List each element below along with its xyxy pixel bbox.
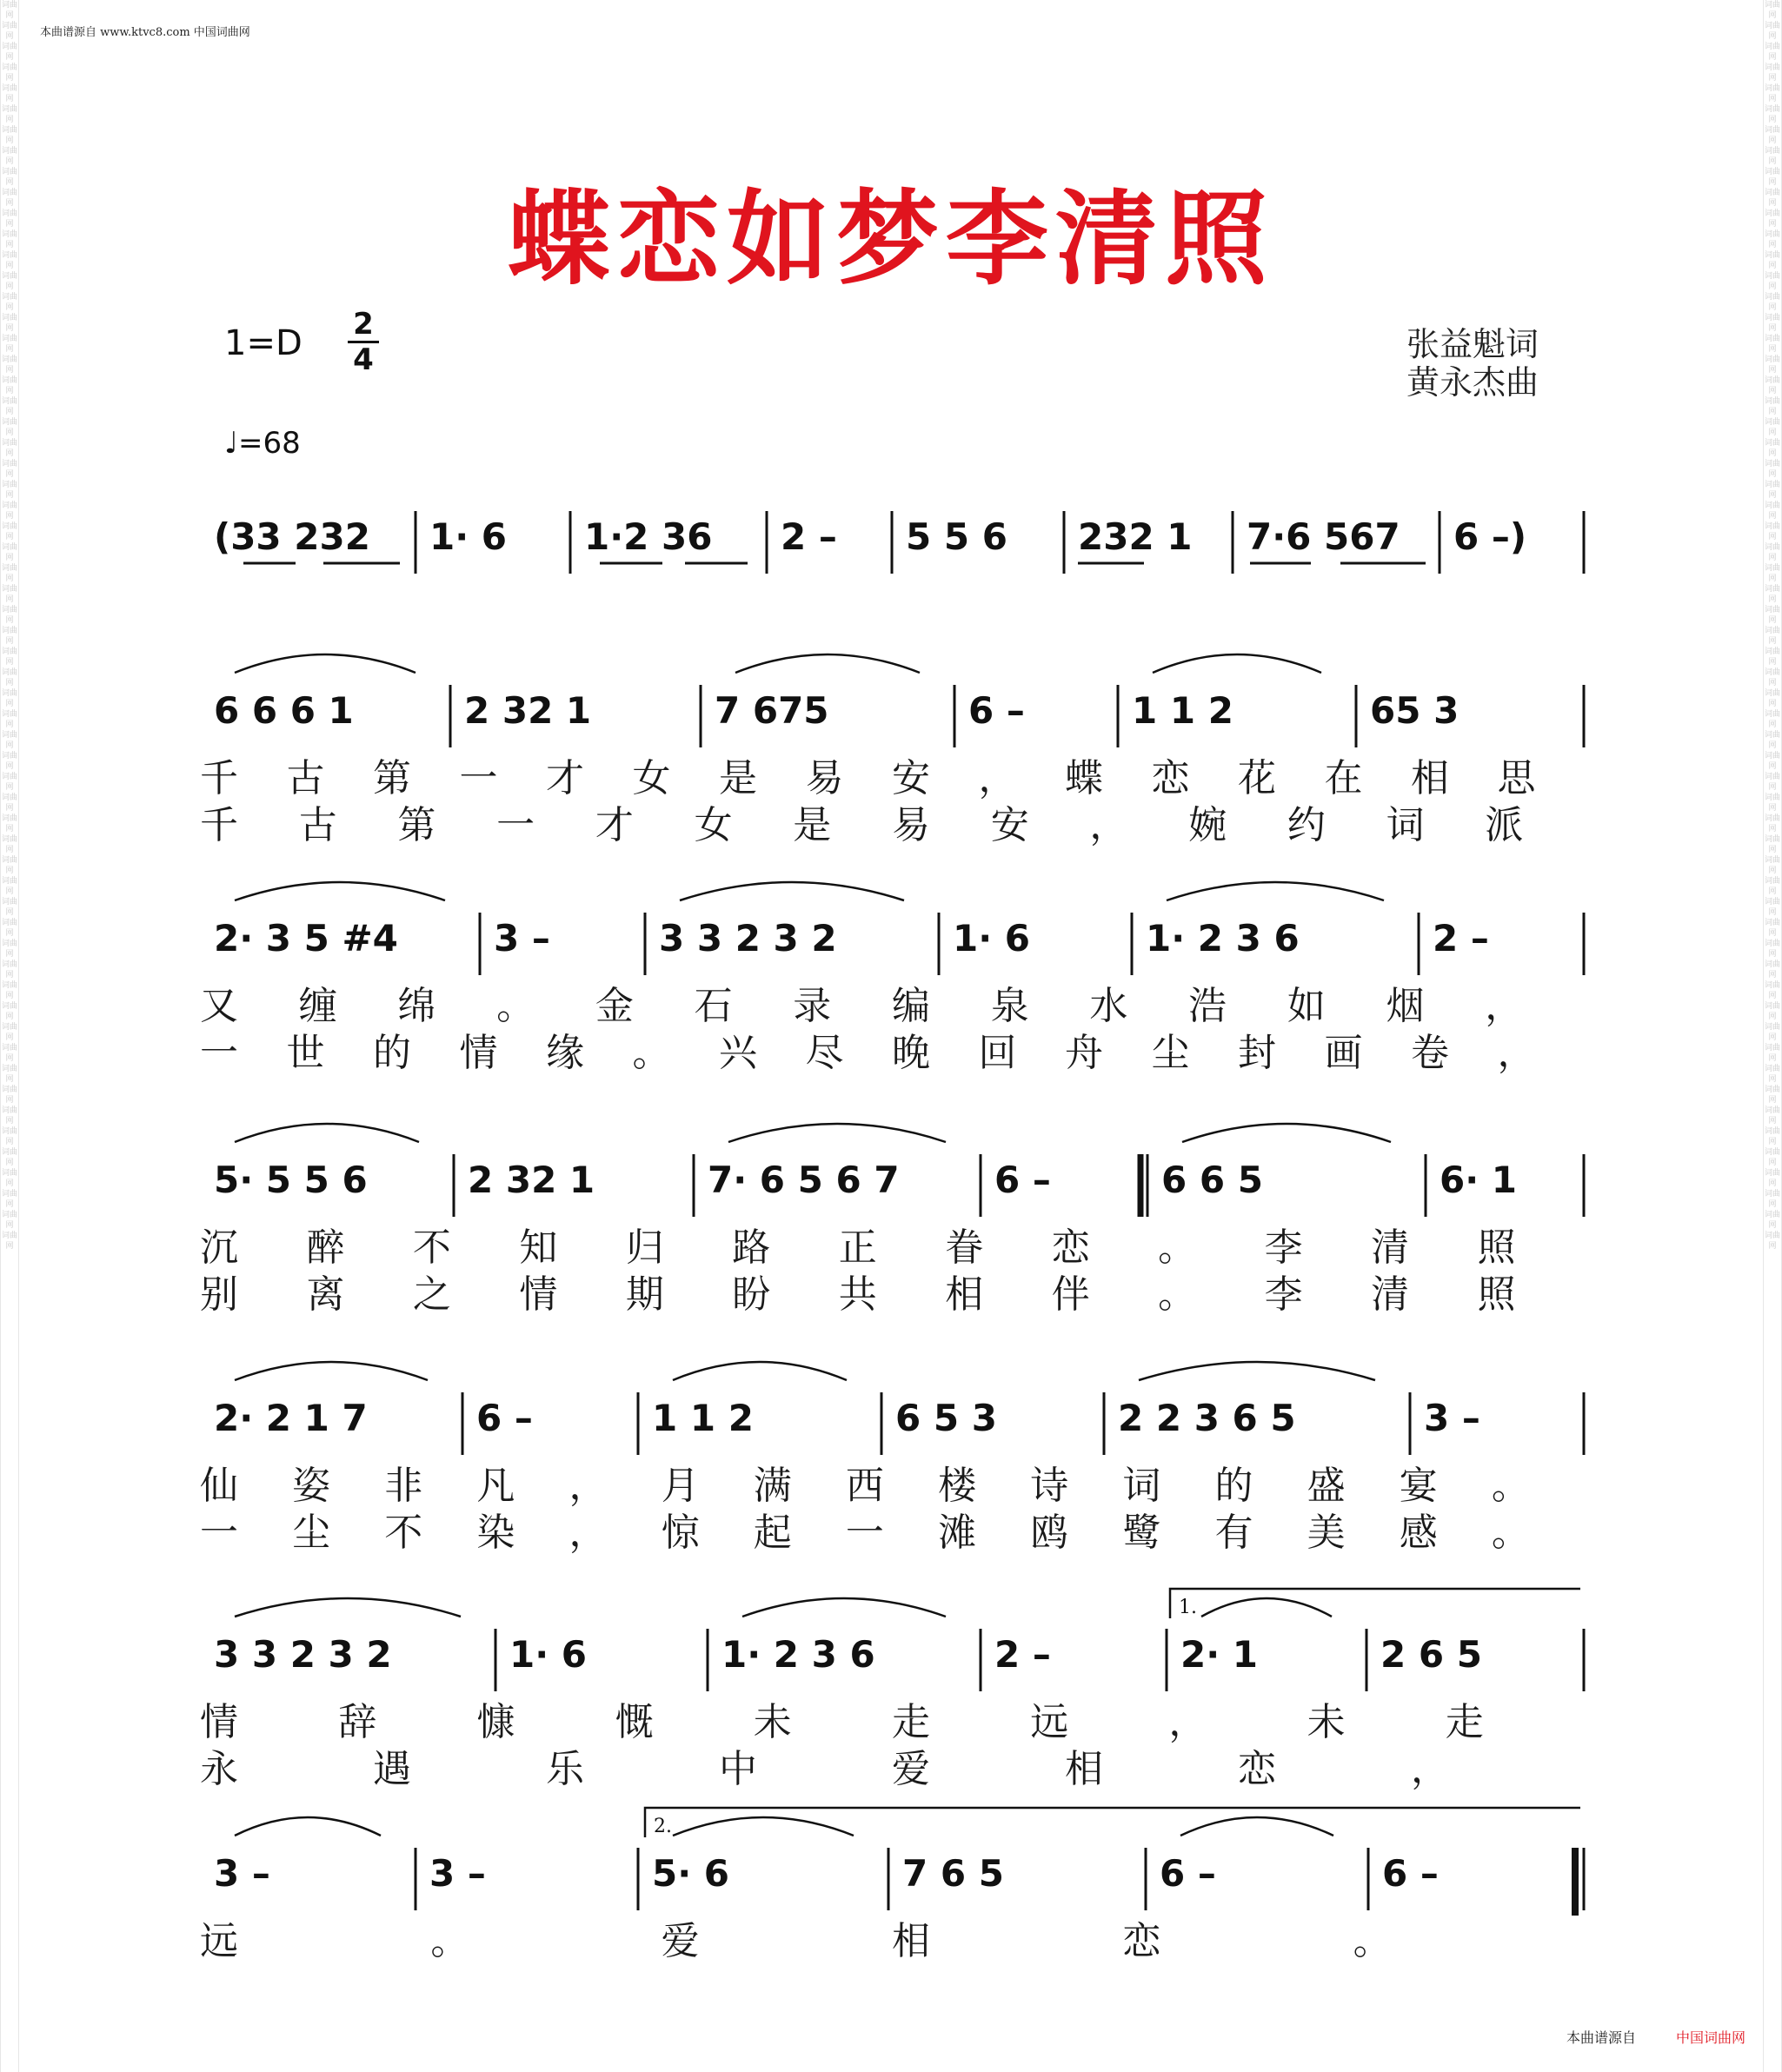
footer-source: 本曲谱源自 xyxy=(1566,2029,1637,2046)
line6-measure-4: 7 6 5 xyxy=(902,1852,1004,1895)
slur-mark xyxy=(235,882,445,900)
tempo-value: =68 xyxy=(238,426,301,461)
line1-lyric2-char: 才 xyxy=(595,803,634,847)
line2-measure-3: 3 3 2 3 2 xyxy=(659,917,837,960)
line4-lyric1-char: 词 xyxy=(1122,1464,1161,1508)
line4-lyric1-char: 仙 xyxy=(200,1464,238,1508)
line2-measure-1: 2· 3 5 #4 xyxy=(214,917,398,960)
line5-measure-6: 2 6 5 xyxy=(1380,1633,1482,1676)
intro-measure-1: (33 232 xyxy=(214,515,370,558)
line3-measure-6: 6· 1 xyxy=(1440,1159,1518,1201)
volta2-label: 2. xyxy=(654,1816,672,1837)
slur-mark xyxy=(235,1817,381,1836)
line3-lyric2-char: 别 xyxy=(200,1272,238,1317)
line5-lyric2-char: 遇 xyxy=(373,1747,411,1791)
line4-measure-1: 2· 2 1 7 xyxy=(214,1397,368,1439)
line1-lyric1-char: 在 xyxy=(1324,756,1363,800)
line4-lyric1-char: 楼 xyxy=(938,1464,977,1508)
line2-lyric2-char: 回 xyxy=(978,1031,1017,1075)
line2-lyric2-char: ， xyxy=(1497,1031,1536,1075)
slur-mark xyxy=(1153,654,1321,673)
line2-lyric1-char: 。 xyxy=(496,984,535,1028)
line2-lyric2-char: 的 xyxy=(373,1031,411,1075)
line1-measure-4: 6 – xyxy=(968,689,1025,732)
line4-lyric2-char: 有 xyxy=(1214,1511,1253,1555)
line3-lyric2-char: 相 xyxy=(945,1272,984,1317)
slur-mark xyxy=(735,654,920,673)
line3-measure-1: 5· 5 5 6 xyxy=(214,1159,368,1201)
line3-lyric2-char: 清 xyxy=(1371,1272,1410,1317)
composer: 黄永杰曲 xyxy=(1406,363,1539,402)
line3-lyric1-char: 正 xyxy=(838,1225,877,1270)
line3-lyric2-char: 。 xyxy=(1158,1272,1197,1317)
line2-lyric2-char: 。 xyxy=(632,1031,671,1075)
line3-lyric2-char: 期 xyxy=(625,1272,664,1317)
line5-lyric1-char: 走 xyxy=(1445,1700,1484,1744)
line2-lyric1-char: 绵 xyxy=(397,984,436,1028)
line3-lyric2-char: 盼 xyxy=(732,1272,771,1317)
line2-lyric2-char: 情 xyxy=(459,1031,498,1075)
line1-measure-6: 65 3 xyxy=(1370,689,1460,732)
line4-lyric1-char: 非 xyxy=(384,1464,423,1508)
line1-lyric1-char: 蝶 xyxy=(1065,756,1103,800)
slur-mark xyxy=(673,1817,854,1836)
intro-measure-7: 7·6 567 xyxy=(1247,515,1400,558)
line3-lyric1-char: 清 xyxy=(1371,1225,1410,1270)
line2-lyric1-char: 录 xyxy=(793,984,832,1028)
line4-lyric2-char: 鹭 xyxy=(1122,1511,1161,1555)
line3-lyric2-char: 共 xyxy=(838,1272,877,1317)
line3-lyric1-char: 醉 xyxy=(306,1225,345,1270)
line2-lyric1-char: 缠 xyxy=(298,984,337,1028)
line4-measure-3: 1 1 2 xyxy=(652,1397,754,1439)
line3-measure-4: 6 – xyxy=(994,1159,1051,1201)
line4-lyric2-char: 感 xyxy=(1399,1511,1438,1555)
line4-lyric1-char: 满 xyxy=(753,1464,792,1508)
line2-lyric2-char: 晚 xyxy=(892,1031,930,1075)
line1-lyric1-char: 古 xyxy=(286,756,325,800)
line6-lyric1-char: 远 xyxy=(200,1919,238,1963)
line1-lyric1-char: 一 xyxy=(459,756,498,800)
line1-lyric1-char: 花 xyxy=(1238,756,1276,800)
line6-measure-3: 5· 6 xyxy=(652,1852,730,1895)
line3-lyric1-char: 沉 xyxy=(200,1225,238,1270)
intro-measure-2: 1· 6 xyxy=(429,515,508,558)
line3-lyric1-char: 照 xyxy=(1477,1225,1516,1270)
line1-lyric1-char: 相 xyxy=(1411,756,1449,800)
intro-measure-3: 1·2 36 xyxy=(584,515,713,558)
line4-lyric2-char: 鸥 xyxy=(1030,1511,1069,1555)
line2-lyric2-char: 尘 xyxy=(1151,1031,1190,1075)
quarter-note-icon: ♩ xyxy=(224,426,239,461)
line2-lyric1-char: 如 xyxy=(1287,984,1326,1028)
line4-lyric2-char: 染 xyxy=(476,1511,515,1555)
volta1-label: 1. xyxy=(1179,1597,1197,1618)
line5-measure-5: 2· 1 xyxy=(1180,1633,1259,1676)
line5-lyric1-char: ， xyxy=(1168,1700,1207,1744)
line1-lyric1-char: 是 xyxy=(719,756,757,800)
line5-lyric1-char: 慨 xyxy=(615,1700,654,1744)
slur-mark xyxy=(742,1598,946,1617)
line1-lyric2-char: 婉 xyxy=(1188,803,1227,847)
line4-measure-4: 6 5 3 xyxy=(895,1397,997,1439)
line3-lyric1-char: 路 xyxy=(732,1225,771,1270)
line4-lyric1-char: 月 xyxy=(661,1464,700,1508)
line4-lyric2-char: 一 xyxy=(845,1511,884,1555)
line1-lyric2-char: 安 xyxy=(990,803,1029,847)
slur-mark xyxy=(1180,1817,1333,1836)
line6-lyric1-char: 。 xyxy=(1353,1919,1392,1963)
line4-lyric1-char: 的 xyxy=(1214,1464,1253,1508)
line3-lyric2-char: 离 xyxy=(306,1272,345,1317)
line1-lyric2-char: 古 xyxy=(298,803,337,847)
line3-lyric1-char: 恋 xyxy=(1051,1225,1090,1270)
line2-measure-5: 1· 2 3 6 xyxy=(1146,917,1300,960)
line5-lyric1-char: 辞 xyxy=(338,1700,377,1744)
line6-lyric1-char: 爱 xyxy=(661,1919,700,1963)
line3-lyric2-char: 之 xyxy=(412,1272,451,1317)
line1-measure-2: 2 32 1 xyxy=(464,689,592,732)
intro-measure-5: 5 5 6 xyxy=(906,515,1007,558)
line2-lyric2-char: 世 xyxy=(286,1031,325,1075)
line2-lyric1-char: 金 xyxy=(595,984,634,1028)
line2-lyric2-char: 一 xyxy=(200,1031,238,1075)
slur-mark xyxy=(235,654,416,673)
line4-lyric2-char: 滩 xyxy=(938,1511,977,1555)
intro-measure-8: 6 –) xyxy=(1453,515,1527,558)
slur-mark xyxy=(673,1362,847,1380)
line5-lyric2-char: 爱 xyxy=(892,1747,930,1791)
line4-lyric1-char: ， xyxy=(569,1464,608,1508)
slur-mark xyxy=(1167,882,1384,900)
line2-lyric1-char: 泉 xyxy=(990,984,1029,1028)
line3-lyric1-char: 归 xyxy=(625,1225,664,1270)
line4-lyric2-char: ， xyxy=(569,1511,608,1555)
line6-measure-1: 3 – xyxy=(214,1852,270,1895)
line6-lyric1-char: 相 xyxy=(892,1919,930,1963)
intro-measure-6: 232 1 xyxy=(1078,515,1193,558)
right-watermark-strip: 词曲网 词曲网 词曲网 词曲网 词曲网 词曲网 词曲网 词曲网 词曲网 词曲网 词曲网 词曲网 词曲网 词曲网 词曲网 词曲网 词曲网 词曲网 词曲网 词曲网 词曲网 词曲网 词曲网 词曲网 词曲网 词曲网 词曲网 词曲网 词曲网 词曲网 词曲网 词曲网 词曲网 词曲网 词曲网 词曲网 词曲网 词曲网 词曲网 词曲网 词曲网 词曲网 词曲网 词曲网 词曲网 词曲网 词曲网 词曲网 词曲网 词曲网 词曲网 词曲网 词曲网 词曲网 词曲网 词曲网 词曲网 词曲网 词曲网 词曲网 xyxy=(1763,0,1782,2072)
line3-lyric2-char: 伴 xyxy=(1051,1272,1090,1317)
line5-lyric2-char: 相 xyxy=(1065,1747,1103,1791)
line4-lyric2-char: 惊 xyxy=(661,1511,700,1555)
line1-measure-5: 1 1 2 xyxy=(1132,689,1233,732)
line4-lyric2-char: 。 xyxy=(1491,1511,1530,1555)
source-note: 本曲谱源自 www.ktvc8.com 中国词曲网 xyxy=(40,26,250,39)
line1-measure-3: 7 675 xyxy=(715,689,829,732)
slur-mark xyxy=(235,1362,428,1380)
page-title: 蝶恋如梦李清照 xyxy=(507,178,1274,299)
line2-lyric1-char: 编 xyxy=(892,984,930,1028)
line5-lyric1-char: 未 xyxy=(753,1700,792,1744)
line2-lyric2-char: 缘 xyxy=(546,1031,584,1075)
line6-lyric1-char: 恋 xyxy=(1122,1919,1161,1963)
line1-lyric1-char: 安 xyxy=(892,756,930,800)
line4-measure-2: 6 – xyxy=(476,1397,533,1439)
line2-measure-6: 2 – xyxy=(1433,917,1489,960)
footer-site-link[interactable]: 中国词曲网 xyxy=(1676,2029,1746,2046)
intro-measure-4: 2 – xyxy=(781,515,837,558)
line4-lyric1-char: 宴 xyxy=(1399,1464,1438,1508)
line6-measure-6: 6 – xyxy=(1382,1852,1439,1895)
line5-lyric2-char: 中 xyxy=(719,1747,757,1791)
line1-lyric1-char: 才 xyxy=(546,756,584,800)
line4-lyric2-char: 一 xyxy=(200,1511,238,1555)
line3-measure-2: 2 32 1 xyxy=(468,1159,595,1201)
line2-lyric2-char: 兴 xyxy=(719,1031,757,1075)
line1-lyric2-char: 派 xyxy=(1485,803,1524,847)
line1-lyric1-char: 易 xyxy=(805,756,844,800)
line1-lyric2-char: 第 xyxy=(397,803,436,847)
line5-lyric2-char: 乐 xyxy=(546,1747,584,1791)
line4-lyric1-char: 西 xyxy=(845,1464,884,1508)
line3-measure-5: 6 6 5 xyxy=(1161,1159,1263,1201)
line5-measure-2: 1· 6 xyxy=(509,1633,588,1676)
line5-measure-4: 2 – xyxy=(994,1633,1051,1676)
line2-measure-2: 3 – xyxy=(494,917,550,960)
line3-lyric1-char: 。 xyxy=(1158,1225,1197,1270)
line4-lyric1-char: 诗 xyxy=(1030,1464,1069,1508)
line1-lyric2-char: 是 xyxy=(793,803,832,847)
line4-lyric2-char: 美 xyxy=(1307,1511,1346,1555)
line5-lyric1-char: 情 xyxy=(200,1700,238,1744)
line2-measure-4: 1· 6 xyxy=(953,917,1031,960)
line4-lyric1-char: 姿 xyxy=(292,1464,331,1508)
line1-lyric2-char: 千 xyxy=(200,803,238,847)
line1-lyric2-char: ， xyxy=(1089,803,1128,847)
line2-lyric1-char: 浩 xyxy=(1188,984,1227,1028)
line5-measure-1: 3 3 2 3 2 xyxy=(214,1633,392,1676)
line3-lyric1-char: 李 xyxy=(1264,1225,1303,1270)
slur-mark xyxy=(680,882,904,900)
line2-lyric2-char: 卷 xyxy=(1411,1031,1449,1075)
slur-mark xyxy=(1139,1362,1375,1380)
line3-lyric2-char: 情 xyxy=(519,1272,558,1317)
line1-lyric1-char: ， xyxy=(978,756,1017,800)
line2-lyric1-char: 石 xyxy=(694,984,733,1028)
line3-lyric2-char: 照 xyxy=(1477,1272,1516,1317)
line1-measure-1: 6 6 6 1 xyxy=(214,689,354,732)
line5-lyric2-char: 恋 xyxy=(1238,1747,1276,1791)
line2-lyric2-char: 尽 xyxy=(805,1031,844,1075)
line1-lyric2-char: 词 xyxy=(1386,803,1425,847)
line3-lyric1-char: 不 xyxy=(412,1225,451,1270)
slur-mark xyxy=(1201,1598,1332,1617)
line1-lyric1-char: 女 xyxy=(632,756,671,800)
slur-mark xyxy=(728,1124,946,1142)
line2-lyric2-char: 封 xyxy=(1238,1031,1276,1075)
lyricist: 张益魁词 xyxy=(1406,325,1539,363)
line6-lyric1-char: 。 xyxy=(430,1919,469,1963)
line5-lyric2-char: ， xyxy=(1411,1747,1449,1791)
left-watermark-strip: 词曲网 词曲网 词曲网 词曲网 词曲网 词曲网 词曲网 词曲网 词曲网 词曲网 词曲网 词曲网 词曲网 词曲网 词曲网 词曲网 词曲网 词曲网 词曲网 词曲网 词曲网 词曲网 词曲网 词曲网 词曲网 词曲网 词曲网 词曲网 词曲网 词曲网 词曲网 词曲网 词曲网 词曲网 词曲网 词曲网 词曲网 词曲网 词曲网 词曲网 词曲网 词曲网 词曲网 词曲网 词曲网 词曲网 词曲网 词曲网 词曲网 词曲网 词曲网 词曲网 词曲网 词曲网 词曲网 词曲网 词曲网 词曲网 词曲网 词曲网 xyxy=(0,0,19,2072)
time-top: 2 xyxy=(353,307,374,342)
line1-lyric1-char: 第 xyxy=(373,756,411,800)
line4-measure-5: 2 2 3 6 5 xyxy=(1118,1397,1296,1439)
slur-mark xyxy=(1182,1124,1391,1142)
line2-lyric1-char: 烟 xyxy=(1386,984,1425,1028)
line4-lyric1-char: 凡 xyxy=(476,1464,515,1508)
line1-lyric2-char: 约 xyxy=(1287,803,1326,847)
line5-lyric1-char: 走 xyxy=(892,1700,930,1744)
line3-lyric1-char: 知 xyxy=(519,1225,558,1270)
time-bottom: 4 xyxy=(353,342,374,377)
line4-measure-6: 3 – xyxy=(1424,1397,1480,1439)
line4-lyric2-char: 尘 xyxy=(292,1511,331,1555)
line4-lyric2-char: 起 xyxy=(753,1511,792,1555)
line5-lyric1-char: 远 xyxy=(1030,1700,1069,1744)
line2-lyric2-char: 画 xyxy=(1324,1031,1363,1075)
line5-lyric2-char: 永 xyxy=(200,1747,238,1791)
line6-measure-5: 6 – xyxy=(1160,1852,1216,1895)
line1-lyric1-char: 恋 xyxy=(1151,756,1190,800)
line2-lyric2-char: 舟 xyxy=(1065,1031,1103,1075)
line1-lyric2-char: 易 xyxy=(892,803,930,847)
line1-lyric2-char: 女 xyxy=(694,803,733,847)
key-label: 1=D xyxy=(224,323,303,363)
line1-lyric1-char: 千 xyxy=(200,756,238,800)
line2-lyric1-char: 又 xyxy=(200,984,238,1028)
line5-measure-3: 1· 2 3 6 xyxy=(721,1633,875,1676)
line1-lyric1-char: 思 xyxy=(1497,756,1536,800)
line1-lyric2-char: 一 xyxy=(496,803,535,847)
line4-lyric2-char: 不 xyxy=(384,1511,423,1555)
line2-lyric1-char: 水 xyxy=(1089,984,1128,1028)
line4-lyric1-char: 盛 xyxy=(1307,1464,1346,1508)
line4-lyric1-char: 。 xyxy=(1491,1464,1530,1508)
line6-measure-2: 3 – xyxy=(429,1852,486,1895)
slur-mark xyxy=(235,1598,461,1617)
line3-lyric1-char: 眷 xyxy=(945,1225,984,1270)
slur-mark xyxy=(235,1124,419,1142)
line3-measure-3: 7· 6 5 6 7 xyxy=(708,1159,900,1201)
volta2-bracket xyxy=(645,1808,1580,1837)
line2-lyric1-char: ， xyxy=(1485,984,1524,1028)
line5-lyric1-char: 慷 xyxy=(476,1700,515,1744)
line3-lyric2-char: 李 xyxy=(1264,1272,1303,1317)
line5-lyric1-char: 未 xyxy=(1307,1700,1346,1744)
